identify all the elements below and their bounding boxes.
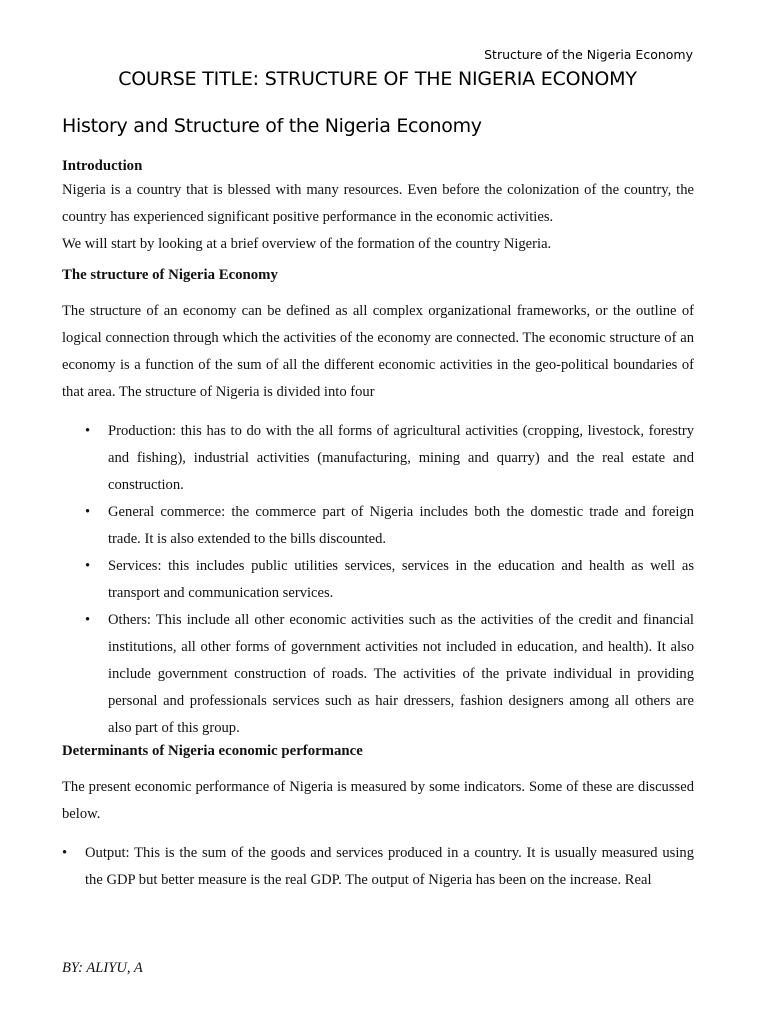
determinants-heading: Determinants of Nigeria economic performance [62,743,363,759]
list-item [62,840,694,894]
introduction-paragraph-2: We will start by looking at a brief overview of the formation of the country Nigeria. [62,236,552,252]
introduction-heading: Introduction [62,158,143,174]
determinants-paragraph: The present economic performance of Nigeria is measured by some indicators. Some of these are discussed below. [62,779,694,822]
structure-paragraph: The structure of an economy can be defined as all complex organizational frameworks, or the outline of logical connection through which the activities of the economy are connected. The economic structure of an economy is a function of the sum of all the different economic activities in the geo-political boundaries of that area. The structure of Nigeria is divided into four [62,303,694,400]
determinants-bullet-list [62,840,694,894]
list-item-text: Services: this includes public utilities services, services in the education and health as well as transport and communication services. [108,558,694,601]
bullet-marker: • [85,504,91,520]
list-item-text: Output: This is the sum of the goods and services produced in a country. It is usually measured using the GDP but better measure is the real GDP. The output of Nigeria has been on the increase. Real [85,845,694,888]
list-item-text: Others: This include all other economic activities such as the activities of the credit and financial institutions, all other forms of government activities not included in education, and health). It also include government construction of roads. The activities of the private individual in providing personal and professionals services such as hair dressers, fashion designers among all others are also part of this group. [108,612,694,736]
list-item [62,418,694,499]
bullet-marker: • [85,423,91,439]
list-item [62,499,694,553]
introduction-paragraph-1: Nigeria is a country that is blessed with many resources. Even before the colonization of the country, the country has experienced significant positive performance in the economic activities. [62,182,694,225]
document-body [62,155,694,894]
bullet-marker: • [85,612,91,628]
list-item [62,553,694,607]
document-heading: History and Structure of the Nigeria Economy [62,115,482,137]
footer-author: BY: ALIYU, A [62,960,143,976]
course-title: COURSE TITLE: STRUCTURE OF THE NIGERIA ECONOMY [118,68,637,90]
list-item-text: Production: this has to do with the all forms of agricultural activities (cropping, livestock, forestry and fishing), industrial activities (manufacturing, mining and quarry) and the real estate and construction. [108,423,694,493]
list-item-text: General commerce: the commerce part of Nigeria includes both the domestic trade and foreign trade. It is also extended to the bills discounted. [108,504,694,547]
structure-bullet-list [62,418,694,742]
structure-heading: The structure of Nigeria Economy [62,267,278,283]
bullet-marker: • [85,558,91,574]
list-item [62,607,694,742]
running-header: Structure of the Nigeria Economy [484,47,693,62]
bullet-marker: • [62,845,68,861]
